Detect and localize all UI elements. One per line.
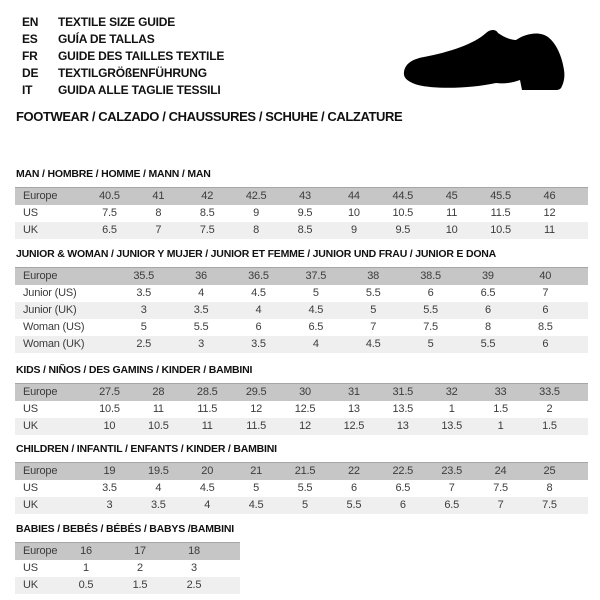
size-cell: 3: [191, 562, 197, 574]
size-cell: 8: [484, 321, 491, 333]
size-cell: 12: [543, 207, 556, 219]
size-cell: 9.5: [395, 224, 411, 236]
category-title: FOOTWEAR / CALZADO / CHAUSSURES / SCHUHE / CALZATURE: [16, 109, 403, 124]
size-cell: 38.5: [420, 270, 441, 282]
filler-cell: [574, 319, 588, 336]
size-cell: 10: [103, 420, 116, 432]
size-cell: 7: [497, 499, 504, 511]
size-cell: 1: [83, 562, 89, 574]
size-cell: 40.5: [99, 190, 120, 202]
size-cell: 42: [201, 190, 214, 202]
row-label: Europe: [23, 386, 58, 398]
size-cell: 4: [204, 499, 211, 511]
filler-cell: [221, 543, 240, 561]
size-cell: 40: [539, 270, 552, 282]
language-row: [22, 81, 224, 98]
size-cell: 3: [140, 304, 147, 316]
size-row: [15, 418, 588, 435]
filler-cell: [574, 336, 588, 353]
junior-woman-size-section: [15, 248, 590, 353]
size-cell: 8.5: [537, 321, 553, 333]
size-cell: 27.5: [99, 386, 120, 398]
size-cell: 6: [484, 304, 491, 316]
size-cell: 18: [188, 545, 200, 557]
size-row: [15, 285, 588, 302]
size-cell: 3.5: [102, 482, 117, 494]
size-cell: 1: [497, 420, 504, 432]
size-cell: 12: [250, 403, 263, 415]
size-cell: 1.5: [493, 403, 508, 415]
language-header: [22, 13, 224, 98]
size-row: [15, 302, 588, 319]
size-cell: 3: [106, 499, 113, 511]
size-cell: 9.5: [297, 207, 313, 219]
man-table-title: MAN / HOMBRE / HOMME / MANN / MAN: [16, 168, 211, 180]
size-cell: 33: [494, 386, 507, 398]
size-cell: 16: [80, 545, 92, 557]
row-label: Europe: [23, 545, 58, 557]
man-size-table: [15, 187, 588, 239]
size-cell: 29.5: [245, 386, 267, 398]
size-cell: 41: [152, 190, 165, 202]
size-cell: 42.5: [245, 190, 267, 202]
size-cell: 25: [543, 465, 556, 477]
size-cell: 21: [250, 465, 263, 477]
babies-table-title: BABIES / BEBÉS / BÉBÉS / BABYS /BAMBINI: [16, 523, 234, 535]
row-label: UK: [23, 579, 38, 591]
row-label: Europe: [23, 190, 58, 202]
size-cell: 6.5: [444, 499, 460, 511]
size-cell: 11.5: [490, 207, 511, 219]
size-cell: 44: [347, 190, 360, 202]
size-cell: 5.5: [480, 338, 496, 350]
row-label: Junior (US): [23, 287, 77, 299]
size-cell: 7.5: [199, 224, 215, 236]
size-cell: 13: [347, 403, 360, 415]
size-row: [15, 497, 588, 514]
size-cell: 21.5: [294, 465, 316, 477]
filler-cell: [574, 302, 588, 319]
size-cell: 5: [140, 321, 147, 333]
size-cell: 13.5: [441, 420, 462, 432]
filler-cell: [574, 205, 588, 222]
size-cell: 6.5: [395, 482, 411, 494]
size-cell: 2.5: [186, 579, 202, 591]
filler-cell: [574, 497, 588, 514]
children-size-table: [15, 462, 588, 514]
size-cell: 12.5: [294, 403, 316, 415]
size-cell: 2: [137, 562, 143, 574]
language-label: GUIDA ALLE TAGLIE TESSILI: [58, 82, 221, 97]
size-cell: 10: [347, 207, 360, 219]
row-label: UK: [23, 499, 38, 511]
junior-woman-size-table: [15, 267, 588, 353]
size-cell: 4.5: [248, 499, 264, 511]
language-row: [22, 64, 224, 81]
size-cell: 10: [445, 224, 458, 236]
size-cell: 33.5: [539, 386, 560, 398]
babies-size-table: [15, 542, 240, 594]
size-cell: 6.5: [102, 224, 117, 236]
size-cell: 13: [396, 420, 409, 432]
filler-cell: [574, 268, 588, 286]
size-cell: 31.5: [392, 386, 414, 398]
size-row: [15, 463, 588, 481]
size-cell: 6: [542, 338, 549, 350]
size-cell: 11: [446, 207, 458, 219]
size-cell: 5: [427, 338, 434, 350]
size-cell: 5: [302, 499, 308, 511]
size-row: [15, 560, 240, 577]
language-label: GUIDE DES TAILLES TEXTILE: [58, 48, 225, 63]
size-cell: 36.5: [248, 270, 269, 282]
size-cell: 30: [299, 386, 311, 398]
size-row: [15, 222, 588, 239]
size-cell: 43: [299, 190, 311, 202]
size-cell: 22.5: [392, 465, 414, 477]
size-cell: 7: [448, 482, 455, 494]
dress-shoe-icon: [398, 28, 574, 96]
size-row: [15, 401, 588, 418]
size-cell: 6: [399, 499, 406, 511]
filler-cell: [574, 384, 588, 402]
size-cell: 28.5: [196, 386, 218, 398]
row-label: Woman (UK): [23, 338, 85, 350]
size-cell: 6: [255, 321, 262, 333]
kids-size-table: [15, 383, 588, 435]
size-row: [15, 188, 588, 206]
language-label: TEXTILE SIZE GUIDE: [58, 14, 176, 29]
size-cell: 3.5: [150, 499, 166, 511]
size-cell: 6: [350, 482, 357, 494]
row-label: Europe: [23, 270, 58, 282]
size-cell: 2.5: [136, 338, 152, 350]
language-label: TEXTILGRÖßENFÜHRUNG: [58, 65, 207, 80]
size-row: [15, 336, 588, 353]
kids-size-section: [15, 364, 590, 435]
size-cell: 5.5: [193, 321, 209, 333]
language-row: [22, 30, 224, 47]
man-size-section: [15, 168, 590, 239]
kids-table-title: KIDS / NIÑOS / DES GAMINS / KINDER / BAMBINI: [16, 364, 253, 376]
filler-cell: [574, 188, 588, 206]
language-row: [22, 13, 224, 30]
language-code: ES: [22, 31, 38, 46]
size-cell: 37.5: [305, 270, 327, 282]
size-cell: 12.5: [343, 420, 365, 432]
row-label: UK: [23, 224, 38, 236]
row-label: Woman (US): [23, 321, 85, 333]
size-cell: 19.5: [148, 465, 169, 477]
children-table-title: CHILDREN / INFANTIL / ENFANTS / KINDER / BAMBINI: [16, 443, 277, 455]
size-cell: 1: [448, 403, 455, 415]
size-cell: 5.5: [423, 304, 438, 316]
size-cell: 31: [347, 386, 360, 398]
size-cell: 1.5: [132, 579, 148, 591]
size-cell: 10.5: [148, 420, 169, 432]
size-cell: 22: [347, 465, 360, 477]
size-cell: 8: [253, 224, 260, 236]
size-cell: 3.5: [193, 304, 209, 316]
size-cell: 3: [198, 338, 205, 350]
children-size-section: [15, 443, 590, 514]
size-cell: 20: [201, 465, 214, 477]
size-cell: 5.5: [365, 287, 381, 299]
size-cell: 7.5: [423, 321, 438, 333]
size-cell: 23.5: [441, 465, 462, 477]
size-cell: 4.5: [251, 287, 266, 299]
size-row: [15, 384, 588, 402]
size-cell: 8: [155, 207, 162, 219]
filler-cell: [574, 222, 588, 239]
size-cell: 5.5: [297, 482, 313, 494]
size-row: [15, 205, 588, 222]
size-cell: 6.5: [480, 287, 496, 299]
filler-cell: [221, 560, 240, 577]
row-label: Europe: [23, 465, 58, 477]
size-cell: 4.5: [365, 338, 381, 350]
size-cell: 28: [152, 386, 165, 398]
size-cell: 3.5: [251, 338, 266, 350]
size-cell: 6: [427, 287, 434, 299]
size-row: [15, 319, 588, 336]
size-cell: 32: [445, 386, 458, 398]
size-cell: 17: [134, 545, 146, 557]
row-label: Junior (UK): [23, 304, 77, 316]
size-cell: 24: [494, 465, 507, 477]
row-label: US: [23, 207, 38, 219]
size-cell: 5: [370, 304, 377, 316]
language-code: EN: [22, 14, 39, 29]
size-cell: 4: [198, 287, 205, 299]
size-cell: 45.5: [490, 190, 511, 202]
size-cell: 9: [253, 207, 260, 219]
row-label: US: [23, 482, 38, 494]
size-row: [15, 543, 240, 561]
size-row: [15, 268, 588, 286]
size-cell: 7: [542, 287, 549, 299]
size-cell: 6: [542, 304, 549, 316]
size-cell: 3.5: [136, 287, 152, 299]
babies-size-section: [15, 523, 590, 594]
language-code: IT: [22, 82, 33, 97]
size-cell: 4: [312, 338, 319, 350]
size-cell: 9: [350, 224, 357, 236]
size-cell: 11: [543, 224, 555, 236]
size-cell: 4: [255, 304, 262, 316]
size-cell: 46: [543, 190, 556, 202]
size-cell: 11.5: [246, 420, 267, 432]
language-code: FR: [22, 48, 38, 63]
size-cell: 5.5: [346, 499, 362, 511]
size-cell: 0.5: [78, 579, 94, 591]
size-cell: 13.5: [392, 403, 414, 415]
size-cell: 11: [201, 420, 213, 432]
language-code: DE: [22, 65, 39, 80]
size-cell: 7: [370, 321, 377, 333]
row-label: US: [23, 562, 38, 574]
size-cell: 36: [195, 270, 207, 282]
size-cell: 4: [155, 482, 162, 494]
size-cell: 38: [367, 270, 380, 282]
size-row: [15, 577, 240, 594]
size-cell: 4.5: [199, 482, 215, 494]
size-cell: 12: [299, 420, 311, 432]
size-cell: 11.5: [197, 403, 218, 415]
size-cell: 1.5: [542, 420, 557, 432]
size-cell: 19: [103, 465, 116, 477]
size-cell: 8.5: [199, 207, 215, 219]
filler-cell: [574, 480, 588, 497]
size-cell: 10.5: [392, 207, 414, 219]
language-row: [22, 47, 224, 64]
junior-woman-table-title: JUNIOR & WOMAN / JUNIOR Y MUJER / JUNIOR ET FEMME / JUNIOR UND FRAU / JUNIOR E DONA: [16, 248, 497, 260]
size-cell: 4.5: [308, 304, 324, 316]
size-cell: 2: [546, 403, 553, 415]
size-cell: 35.5: [133, 270, 154, 282]
row-label: US: [23, 403, 38, 415]
size-cell: 11: [152, 403, 164, 415]
size-cell: 39: [482, 270, 494, 282]
size-cell: 7: [155, 224, 162, 236]
size-cell: 7.5: [102, 207, 117, 219]
size-cell: 7.5: [493, 482, 508, 494]
size-cell: 44.5: [392, 190, 414, 202]
filler-cell: [574, 418, 588, 435]
size-cell: 8: [546, 482, 553, 494]
size-cell: 8.5: [297, 224, 313, 236]
size-cell: 10.5: [99, 403, 120, 415]
size-row: [15, 480, 588, 497]
filler-cell: [574, 285, 588, 302]
row-label: UK: [23, 420, 38, 432]
size-cell: 6.5: [308, 321, 324, 333]
size-cell: 5: [253, 482, 260, 494]
size-cell: 7.5: [542, 499, 557, 511]
size-cell: 45: [445, 190, 458, 202]
language-label: GUÍA DE TALLAS: [58, 31, 155, 46]
size-cell: 5: [312, 287, 319, 299]
filler-cell: [574, 463, 588, 481]
filler-cell: [221, 577, 240, 594]
size-cell: 10.5: [490, 224, 511, 236]
filler-cell: [574, 401, 588, 418]
